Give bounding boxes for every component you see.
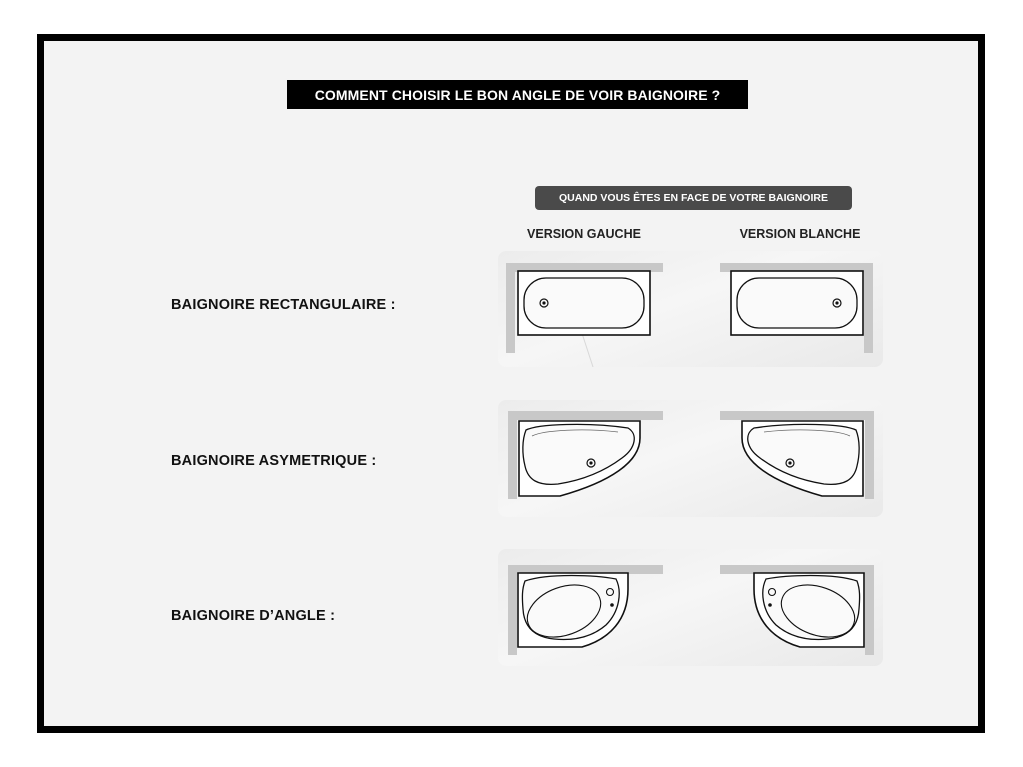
corner-bathtub-left-icon (508, 565, 663, 655)
row-panel-corner (498, 549, 883, 666)
row-label-asymmetric: BAIGNOIRE ASYMETRIQUE : (171, 453, 377, 469)
row-label-rectangular: BAIGNOIRE RECTANGULAIRE : (171, 297, 396, 313)
row-label-corner: BAIGNOIRE D’ANGLE : (171, 608, 336, 624)
page-title: COMMENT CHOISIR LE BON ANGLE DE VOIR BAIGNOIRE ? (287, 80, 748, 109)
infographic-frame (37, 34, 985, 733)
subtitle-banner: QUAND VOUS ÊTES EN FACE DE VOTRE BAIGNOIRE (535, 186, 852, 210)
corner-bathtub-right-icon (720, 565, 874, 655)
column-label-right: VERSION BLANCHE (739, 227, 861, 241)
asymmetric-bathtub-right-icon (720, 411, 874, 499)
asymmetric-bathtub-left-icon (508, 411, 663, 499)
column-label-left: VERSION GAUCHE (527, 227, 641, 241)
rectangular-bathtub-right-icon (720, 263, 873, 353)
row-panel-asymmetric (498, 400, 883, 517)
row-panel-rectangular (498, 251, 883, 367)
